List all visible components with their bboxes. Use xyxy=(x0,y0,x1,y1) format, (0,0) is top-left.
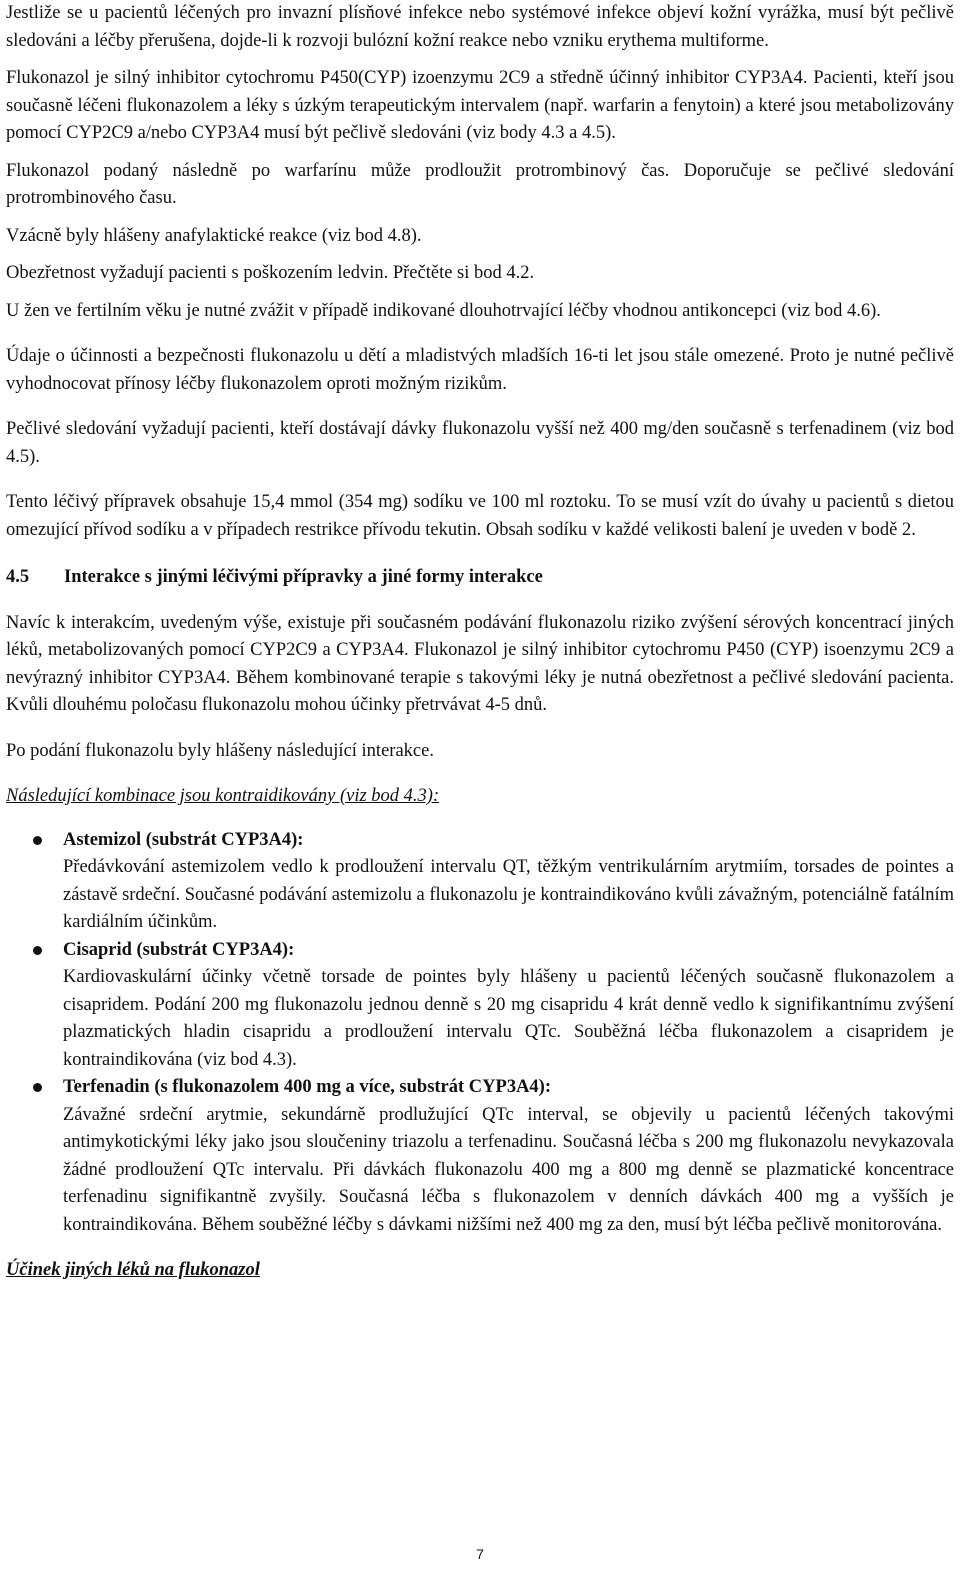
list-item xyxy=(6,827,954,937)
drug-description: Kardiovaskulární účinky včetně torsade de pointes byly hlášeny u pacientů léčených současně flukonazolem a cisapridem. Podání 200 mg flukonazolu jednou denně s 20 mg cisapridu 4 krát denně vedlo k signifikantnímu zvýšení plazmatických hladin cisapridu a prodloužení intervalu QTc. Souběžná léčba flukonazolem a cisapridem je kontraindikována (viz bod 4.3). xyxy=(63,967,954,1070)
paragraph-renal: Obezřetnost vyžadují pacienti s poškozením ledvin. Přečtěte si bod 4.2. xyxy=(6,263,535,283)
contraindicated-heading: Následující kombinace jsou kontraidikovány (viz bod 4.3): xyxy=(6,786,440,806)
paragraph-contraception: U žen ve fertilním věku je nutné zvážit v případě indikované dlouhotrvající léčby vhodnou antikoncepci (viz bod 4.6). xyxy=(6,300,881,321)
bullet-icon xyxy=(33,836,42,845)
paragraph-warfarin: Flukonazol podaný následně po warfarínu může prodloužit protrombinový čas. Doporučuje se pečlivé sledování protrombinového času. xyxy=(6,160,954,208)
paragraph-terfenadine-monitoring: Pečlivé sledování vyžadují pacienti, kteří dostávají dávky flukonazolu vyšší než 400 mg/den současně s terfenadinem (viz bod 4.5). xyxy=(6,419,954,467)
drug-description: Závažné srdeční arytmie, sekundárně prodlužující QTc interval, se objevily u pacientů léčených takovými antimykotickými léky jako jsou sloučeniny triazolu a terfenadinu. Současná léčba s 200 mg flukonazolu nevykazovala žádné prodloužení QTc intervalu. Při dávkách flukonazolu 400 mg a 800 mg denně se plazmatické koncentrace terfenadinu signifikantně zvyšily. Současná léčba s flukonazolem v denních dávkách 400 mg a vyšších je kontraindikována. Během souběžné léčby s dávkami nižšími než 400 mg za den, musí být léčba pečlivě monitorována. xyxy=(63,1104,954,1235)
drug-name: Terfenadin (s flukonazolem 400 mg a více, substrát CYP3A4): xyxy=(63,1077,552,1097)
drug-name: Astemizol (substrát CYP3A4): xyxy=(63,829,304,850)
bullet-icon xyxy=(33,1083,42,1092)
paragraph-cyp-inhibitor: Flukonazol je silný inhibitor cytochromu P450(CYP) izoenzymu 2C9 a středně účinný inhibitor CYP3A4. Pacienti, kteří jsou současně léčeni flukonazolem a léky s úzkým terapeutickým intervalem (např. warfarin a fenytoin) a které jsou metabolizovány pomocí CYP2C9 a/nebo CYP3A4 musí být pečlivě sledováni (viz body 4.3 a 4.5). xyxy=(6,68,954,143)
paragraph-pediatric: Údaje o účinnosti a bezpečnosti flukonazolu u dětí a mladistvých mladších 16-ti let jsou stále omezené. Proto je nutné pečlivě vyhodnocovat přínosy léčby flukonazolem oproti možným rizikům. xyxy=(6,346,954,394)
section-number: 4.5 xyxy=(6,567,30,587)
drug-description: Předávkování astemizolem vedlo k prodloužení intervalu QT, těžkým ventrikulárním arytmiím, torsades de pointes a zástavě srdeční. Současné podávání astemizolu a flukonazolu je kontraindikováno kvůli závažným, potenciálně fatálním kardiálním účinkům. xyxy=(63,857,954,932)
page-number: 7 xyxy=(476,1546,484,1562)
paragraph-anaphylaxis: Vzácně byly hlášeny anafylaktické reakce (viz bod 4.8). xyxy=(6,225,422,246)
paragraph-skin-rash: Jestliže se u pacientů léčených pro invazní plísňové infekce nebo systémové infekce objeví kožní vyrážka, musí být pečlivě sledováni a léčby přerušena, dojde-li k rozvoji bulózní kožní reakce nebo vzniku erythema multiforme. xyxy=(6,3,954,51)
section-title: Interakce s jinými léčivými přípravky a jiné formy interakce xyxy=(64,567,543,587)
contraindicated-list xyxy=(6,827,954,1240)
paragraph-reported-interactions: Po podání flukonazolu byly hlášeny následující interakce. xyxy=(6,740,434,761)
section-heading xyxy=(6,564,954,592)
list-item xyxy=(6,937,954,1075)
paragraph-interactions-intro: Navíc k interakcím, uvedeným výše, existuje při současném podávání flukonazolu riziko zvýšení sérových koncentrací jiných léků, metabolizovaných pomocí CYP2C9 a CYP3A4. Flukonazol je silný inhibitor cytochromu P450 (CYP) isoenzymu 2C9 a nevýrazný inhibitor CYP3A4. Během kombinované terapie s takovými léky je nutná obezřetnost a pečlivé sledování pacienta. Kvůli dlouhému poločasu flukonazolu mohou účinky přetrvávat 4-5 dnů. xyxy=(6,612,954,715)
document-page xyxy=(6,0,954,1285)
paragraph-sodium: Tento léčivý přípravek obsahuje 15,4 mmol (354 mg) sodíku ve 100 ml roztoku. To se musí vzít do úvahy u pacientů s dietou omezující přívod sodíku a v případech restrikce přívodu tekutin. Obsah sodíku v každé velikosti balení je uveden v bodě 2. xyxy=(6,492,954,540)
list-item xyxy=(6,1074,954,1239)
subheading-other-drugs: Účinek jiných léků na flukonazol xyxy=(6,1260,260,1280)
drug-name: Cisaprid (substrát CYP3A4): xyxy=(63,939,295,960)
bullet-icon xyxy=(33,946,42,955)
